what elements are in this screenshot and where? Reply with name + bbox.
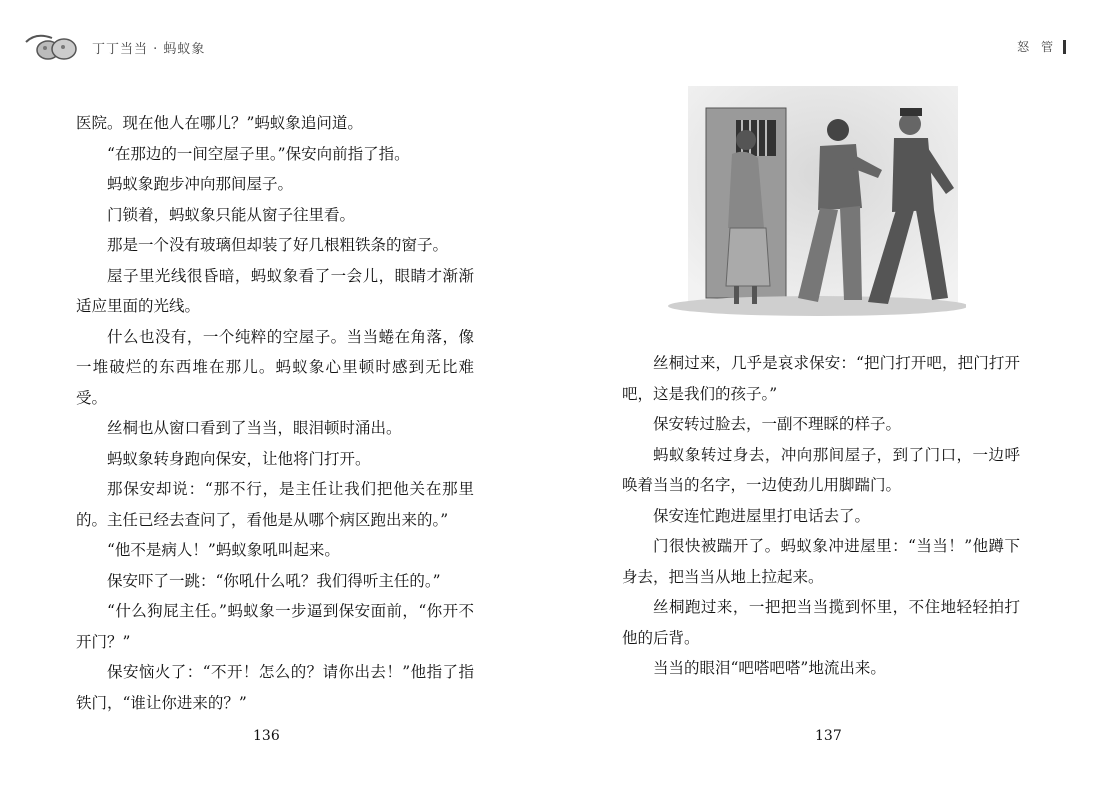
chapter-title: 怒 管 [1017, 40, 1057, 54]
running-header-right [1017, 38, 1066, 55]
paragraph: “他不是病人！”蚂蚁象吼叫起来。 [107, 541, 340, 559]
gourd-logo-icon [22, 30, 82, 64]
paragraph: 门锁着，蚂蚁象只能从窗子往里看。 [107, 205, 356, 224]
series-title: 丁丁当当 · 蚂蚁象 [92, 41, 206, 57]
paragraph: 保安恼火了：“不开！怎么的？请你出去！”他指了指铁门，“谁让你进来的？” [76, 663, 474, 712]
paragraph: 保安吓了一跳：“你吼什么吼？我们得听主任的。” [107, 571, 441, 590]
paragraph: 那是一个没有玻璃但却装了好几根粗铁条的窗子。 [107, 236, 449, 254]
paragraph: 保安转过脸去，一副不理睬的样子。 [653, 415, 902, 433]
paragraph: “什么狗屁主任。”蚂蚁象一步逼到保安面前，“你开不开门？” [76, 602, 474, 651]
paragraph: 那保安却说：“那不行，是主任让我们把他关在那里的。主任已经去查问了，看他是从哪个病区跑出来的。” [76, 480, 474, 529]
paragraph: 丝桐也从窗口看到了当当，眼泪顿时涌出。 [107, 419, 402, 437]
paragraph: 保安连忙跑进屋里打电话去了。 [653, 506, 871, 525]
paragraph: 蚂蚁象跑步冲向那间屋子。 [107, 175, 294, 193]
page-number-left: 136 [253, 728, 280, 744]
right-page-text [622, 348, 1020, 684]
paragraph: 丝桐跑过来，一把把当当揽到怀里，不住地轻轻拍打他的后背。 [622, 598, 1020, 647]
paragraph: 蚂蚁象转身跑向保安，让他将门打开。 [107, 449, 371, 468]
left-page-text [76, 108, 474, 718]
scuffle-illustration [648, 78, 966, 324]
header-bar-icon [1063, 40, 1066, 54]
paragraph: 什么也没有，一个纯粹的空屋子。当当蜷在角落，像一堆破烂的东西堆在那儿。蚂蚁象心里顿时感到无比难受。 [76, 327, 474, 407]
paragraph: 医院。现在他人在哪儿？”蚂蚁象追问道。 [76, 114, 363, 132]
paragraph: 蚂蚁象转过身去，冲向那间屋子，到了门口，一边呼唤着当当的名字，一边使劲儿用脚踹门。 [622, 445, 1020, 494]
paragraph: 屋子里光线很昏暗，蚂蚁象看了一会儿，眼睛才渐渐适应里面的光线。 [76, 266, 474, 315]
paragraph: 丝桐过来，几乎是哀求保安：“把门打开吧，把门打开吧，这是我们的孩子。” [622, 354, 1020, 403]
running-header-left [22, 30, 205, 64]
page-number-right: 137 [815, 728, 842, 744]
paragraph: 当当的眼泪“吧嗒吧嗒”地流出来。 [653, 659, 886, 677]
paragraph: 门很快被踹开了。蚂蚁象冲进屋里：“当当！”他蹲下身去，把当当从地上拉起来。 [622, 537, 1020, 586]
paragraph: “在那边的一间空屋子里。”保安向前指了指。 [107, 144, 410, 163]
